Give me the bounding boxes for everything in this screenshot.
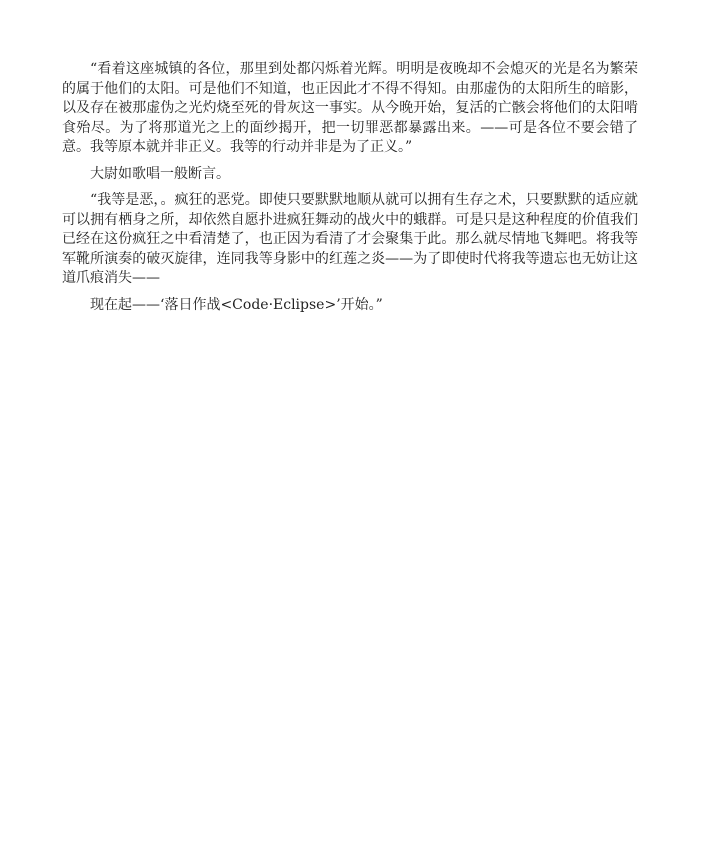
paragraph-speech-declaration: “我等是恶，。疯狂的恶党。即使只要默默地顺从就可以拥有生存之术，只要默默的适应就可以拥有栖身之所，却依然自愿扑进疯狂舞动的战火中的蛾群。可是只是这种程度的价值我们已经在这份疯狂之中看清楚了，也正因为看清了才会聚集于此。那么就尽情地飞舞吧。将我等军靴所演奏的破灭旋律，连同我等身影中的红莲之炎——为了即使时代将我等遗忘也无妨让这道爪痕消失——	[62, 192, 638, 286]
document-body	[62, 60, 638, 322]
paragraph-narration: 大尉如歌唱一般断言。	[90, 165, 230, 182]
paragraph-speech-opening: “看着这座城镇的各位，那里到处都闪烁着光辉。明明是夜晚却不会熄灭的光是名为繁荣的属于他们的太阳。可是他们不知道，也正因此才不得不得知。由那虚伪的太阳所生的暗影，以及存在被那虚伪之光灼烧至死的骨灰这一事实。从今晚开始，复活的亡骸会将他们的太阳啃食殆尽。为了将那道光之上的面纱揭开，把一切罪恶都暴露出来。——可是各位不要会错了意。我等原本就并非正义。我等的行动并非是为了正义。”	[62, 61, 638, 155]
paragraph-operation-start: 现在起——‘落日作战<Code·Eclipse>’开始。”	[90, 296, 383, 313]
